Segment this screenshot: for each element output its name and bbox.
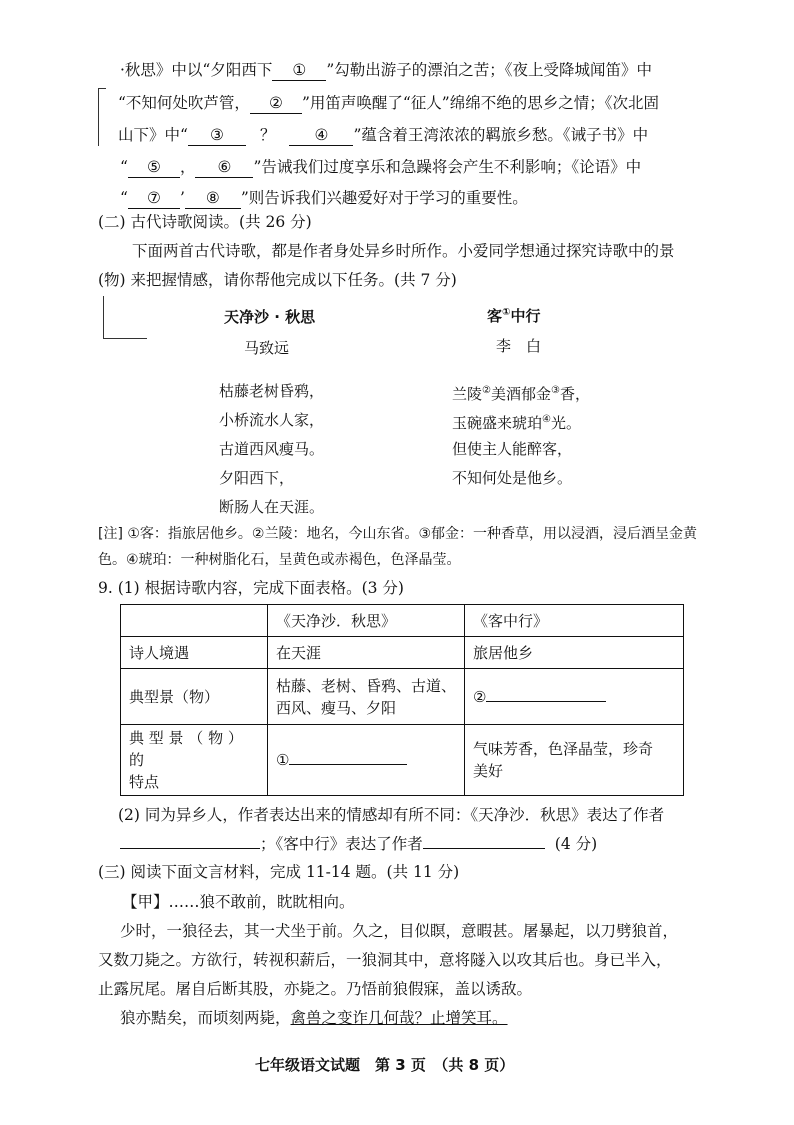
table-header-cell: 《客中行》 — [465, 605, 684, 637]
cell-line: 美好 — [473, 762, 504, 780]
blank-1[interactable]: ① — [272, 60, 326, 81]
section-2-heading: (二) 古代诗歌阅读。(共 26 分) — [98, 213, 312, 231]
footnote-marker: ① — [502, 307, 511, 318]
answer-blank-feeling-2[interactable] — [423, 848, 545, 849]
text-segment: “ — [120, 189, 128, 207]
answer-marker: ② — [473, 687, 487, 706]
table-cell: 诗人境遇 — [121, 637, 268, 669]
blank-7[interactable]: ⑦ — [128, 188, 180, 209]
text-segment: ”勾勒出游子的漂泊之苦；《夜上受降城闻笛》中 — [326, 61, 653, 79]
title-text: 中行 — [510, 307, 541, 325]
q9-part2-line-1: (2) 同为异乡人，作者表达出来的情感却有所不同：《天净沙．秋思》表达了作者 — [118, 806, 665, 824]
blank-2[interactable]: ② — [250, 93, 302, 114]
blank-5[interactable]: ⑤ — [128, 157, 180, 178]
poem-2-line-4: 不知何处是他乡。 — [452, 469, 573, 487]
table-header-cell: 《天净沙．秋思》 — [268, 605, 465, 637]
poem-2-line-1 — [452, 381, 590, 404]
text-segment: ？ — [259, 126, 276, 144]
text-segment: ·秋思》中以“夕阳西下 — [120, 61, 273, 79]
notes-line-1: [注] ①客：指旅居他乡。②兰陵：地名，今山东省。③郁金：一种香草，用以浸酒，浸后酒呈金黄 — [98, 526, 698, 542]
margin-bracket-2 — [103, 296, 104, 338]
table-row — [121, 637, 684, 669]
table-row — [121, 725, 684, 796]
text-segment: 美酒郁金 — [490, 385, 551, 403]
cell-line: 典 型 景 （ 物 ） 的 — [129, 729, 243, 769]
table-cell — [121, 725, 268, 796]
text-segment: 玉碗盛来琥珀 — [452, 414, 543, 432]
text-segment: “不知何处吹芦管， — [118, 94, 250, 112]
section-3-heading: (三) 阅读下面文言材料，完成 11-14 题。(共 11 分) — [98, 863, 460, 881]
poem-1-title: 天净沙 · 秋思 — [224, 308, 316, 326]
table-cell: 典型景（物） — [121, 669, 268, 725]
passage-line-4 — [120, 1008, 508, 1028]
answer-blank-1[interactable] — [289, 750, 407, 765]
passage-line-2: 又数刀毙之。方欲行，转视积薪后，一狼洞其中，意将隧入以攻其后也。身已半入， — [98, 951, 672, 969]
table-cell: 在天涯 — [268, 637, 465, 669]
text-segment: 狼亦黠矣，而顷刻两毙， — [120, 1009, 291, 1027]
text-segment: 香， — [559, 385, 590, 403]
passage-line-1: 少时，一狼径去，其一犬坐于前。久之，目似瞑，意暇甚。屠暴起，以刀劈狼首， — [120, 922, 679, 940]
fill-line-4 — [120, 157, 641, 178]
text-segment: ”蕴含着王湾浓浓的羁旅乡愁。《诫子书》中 — [353, 126, 649, 144]
q9-part2-line-2 — [120, 834, 597, 854]
q9-prompt: 9. (1) 根据诗歌内容，完成下面表格。(3 分) — [98, 579, 404, 597]
cell-line: 西风、瘦马、夕阳 — [276, 698, 397, 717]
fill-line-5 — [120, 188, 528, 209]
poem-1-line-1: 枯藤老树昏鸦， — [219, 382, 325, 400]
text-segment: “ — [120, 158, 128, 176]
text-segment: 光。 — [550, 414, 581, 432]
passage-jia-label: 【甲】……狼不敢前，眈眈相向。 — [122, 893, 355, 911]
underlined-sentence: 禽兽之变诈几何哉？止增笑耳。 — [290, 1009, 508, 1027]
text-segment: 兰陵 — [452, 385, 483, 403]
table-cell — [465, 669, 684, 725]
poem-2-line-2 — [452, 410, 581, 433]
table-cell — [268, 669, 465, 725]
answer-marker: ① — [276, 751, 290, 769]
notes-line-2: 色。④琥珀：一种树脂化石，呈黄色或赤褐色，色泽晶莹。 — [98, 552, 461, 568]
margin-bracket — [98, 88, 99, 146]
margin-tick — [98, 88, 106, 89]
q9-table — [120, 604, 684, 796]
score-text: (4 分) — [554, 835, 598, 853]
table-cell — [268, 725, 465, 796]
section-2-intro-2: (物) 来把握情感，请你帮他完成以下任务。(共 7 分) — [98, 271, 457, 289]
text-segment: ’ — [179, 189, 185, 207]
poem-1-line-3: 古道西风瘦马。 — [219, 440, 325, 458]
poem-2-title — [487, 303, 541, 326]
poem-2-author: 李 白 — [496, 337, 542, 355]
blank-3[interactable]: ③ — [188, 125, 246, 146]
blank-6[interactable]: ⑥ — [195, 157, 253, 178]
table-cell: 旅居他乡 — [465, 637, 684, 669]
poem-1-author: 马致远 — [244, 339, 290, 357]
text-segment: ”告诫我们过度享乐和急躁将会产生不利影响；《论语》中 — [253, 158, 642, 176]
cell-line: 气味芳香，色泽晶莹，珍奇 — [473, 740, 654, 758]
fill-line-2 — [118, 93, 659, 114]
fill-line-3 — [118, 125, 648, 146]
blank-8[interactable]: ⑧ — [185, 188, 241, 209]
table-row — [121, 605, 684, 637]
table-cell — [465, 725, 684, 796]
poem-2-line-3: 但使主人能醉客， — [452, 440, 573, 458]
section-2-intro-1: 下面两首古代诗歌，都是作者身处异乡时所作。小爱同学想通过探究诗歌中的景 — [132, 242, 675, 260]
poem-1-line-4: 夕阳西下， — [219, 469, 295, 487]
answer-blank-feeling-1[interactable] — [120, 848, 260, 849]
margin-tick-2 — [103, 338, 147, 339]
footnote-marker: ③ — [551, 385, 560, 396]
footnote-marker: ④ — [542, 414, 551, 425]
table-header-cell — [121, 605, 268, 637]
text-segment: ；《客中行》表达了作者 — [260, 835, 423, 853]
poem-1-line-5: 断肠人在天涯。 — [219, 498, 325, 516]
passage-line-3: 止露尻尾。屠自后断其股，亦毙之。乃悟前狼假寐，盖以诱敌。 — [98, 980, 533, 998]
text-segment: 山下》中“ — [118, 126, 188, 144]
answer-blank-2[interactable] — [486, 687, 606, 702]
cell-line: 枯藤、老树、昏鸦、古道、 — [276, 676, 457, 695]
table-row — [121, 669, 684, 725]
text-segment: ”用笛声唤醒了“征人”绵绵不绝的思乡之情；《次北固 — [301, 94, 659, 112]
text-segment: ”则告诉我们兴趣爱好对于学习的重要性。 — [240, 189, 528, 207]
fill-line-1 — [120, 60, 652, 81]
footnote-marker: ② — [482, 385, 491, 396]
blank-4[interactable]: ④ — [289, 125, 353, 146]
text-segment: ， — [179, 158, 196, 176]
page-footer: 七年级语文试题 第 3 页 （共 8 页） — [255, 1056, 515, 1074]
cell-line: 特点 — [129, 773, 160, 791]
title-text: 客 — [487, 307, 503, 325]
poem-1-line-2: 小桥流水人家， — [219, 411, 325, 429]
